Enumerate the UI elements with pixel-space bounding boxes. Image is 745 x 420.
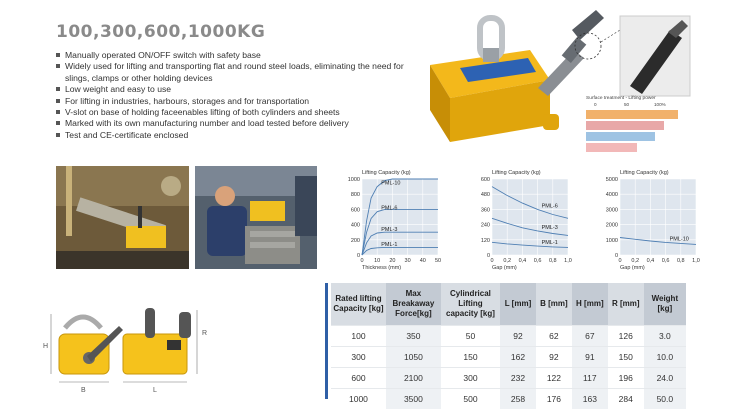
y-tick-label: 0 [356, 253, 360, 259]
table-cell: 300 [441, 367, 500, 388]
surface-treatment-chart [586, 96, 696, 166]
product-illustration [420, 10, 740, 170]
surface-tick: 100% [654, 102, 666, 107]
column-header: Max Breakaway Force[kg] [386, 283, 441, 325]
y-tick-label: 1000 [605, 237, 618, 244]
series-label: PML-6 [541, 203, 558, 210]
surface-tick: 0 [594, 102, 597, 107]
lifting-capacity-charts [330, 165, 730, 275]
y-tick-label: 200 [350, 237, 360, 244]
y-tick-label: 600 [480, 177, 490, 183]
surface-tick: 50 [624, 102, 630, 107]
x-tick-label: 40 [419, 258, 426, 264]
capacity-vs-gap-chart [460, 165, 590, 277]
table-cell: 67 [572, 325, 608, 346]
crane-lifting-photo [56, 166, 189, 269]
column-header: Cylindrical Lifting capacity [kg] [441, 283, 500, 325]
feature-item: Manually operated ON/OFF switch with safety base [56, 50, 416, 61]
x-tick-label: 50 [434, 258, 442, 264]
x-tick-label: 0 [360, 258, 364, 264]
x-tick-label: 1,0 [564, 258, 572, 264]
table-cell: 600 [331, 367, 386, 388]
table-cell: 258 [500, 388, 536, 409]
series-label: PML-1 [541, 240, 558, 247]
table-cell: 62 [536, 325, 572, 346]
chart-title: Lifting Capacity (kg) [620, 170, 669, 176]
table-cell: 50 [441, 325, 500, 346]
x-tick-label: 0,6 [533, 258, 542, 264]
table-cell: 284 [608, 388, 644, 409]
y-tick-label: 600 [350, 207, 360, 214]
x-tick-label: 0,4 [646, 258, 655, 264]
series-label: PML-1 [381, 241, 398, 248]
specifications-table [331, 283, 686, 409]
capacity-vs-thickness-chart [330, 165, 460, 277]
x-axis-title: Gap (mm) [620, 265, 645, 271]
x-tick-label: 30 [404, 258, 411, 264]
table-cell: 2100 [386, 367, 441, 388]
x-axis-title: Thickness (mm) [362, 265, 402, 271]
table-cell: 24.0 [644, 367, 686, 388]
series-label: PML-3 [381, 226, 398, 233]
dimension-h-label: H [43, 343, 49, 350]
table-cell: 126 [608, 325, 644, 346]
table-cell: 1000 [331, 388, 386, 409]
series-label: PML-3 [541, 224, 558, 231]
x-tick-label: 0 [618, 258, 622, 264]
x-tick-label: 0,8 [548, 258, 557, 264]
feature-list [56, 50, 416, 141]
column-header: L [mm] [500, 283, 536, 325]
feature-item: Marked with its own manufacturing number and load tested before delivery [56, 118, 416, 129]
x-tick-label: 0,6 [661, 258, 670, 264]
column-header: R [mm] [608, 283, 644, 325]
column-header: H [mm] [572, 283, 608, 325]
x-tick-label: 0,4 [518, 258, 527, 264]
y-tick-label: 4000 [605, 192, 618, 199]
series-label: PML-10 [669, 236, 689, 243]
table-cell: 10.0 [644, 346, 686, 367]
y-tick-label: 360 [480, 207, 490, 214]
table-accent-bar [325, 283, 328, 399]
y-tick-label: 120 [480, 237, 490, 244]
table-cell: 50.0 [644, 388, 686, 409]
plot-area [362, 179, 438, 255]
table-cell: 300 [331, 346, 386, 367]
y-tick-label: 5000 [605, 177, 618, 183]
table-row [331, 325, 686, 346]
chart-title: Lifting Capacity (kg) [362, 170, 411, 176]
table-cell: 3500 [386, 388, 441, 409]
feature-item: Low weight and easy to use [56, 84, 416, 95]
y-tick-label: 240 [480, 222, 490, 229]
y-tick-label: 800 [350, 192, 360, 199]
y-tick-label: 3000 [605, 207, 618, 214]
x-axis-title: Gap (mm) [492, 265, 517, 271]
x-tick-label: 20 [389, 258, 396, 264]
surface-treatment-title: Surface treatment - Lifting power [586, 96, 656, 101]
table-cell: 117 [572, 367, 608, 388]
workers-photo [195, 166, 317, 269]
dimension-b-label: B [81, 387, 86, 394]
table-cell: 176 [536, 388, 572, 409]
series-label: PML-6 [381, 205, 398, 212]
table-row [331, 346, 686, 367]
y-tick-label: 480 [480, 192, 490, 199]
y-tick-label: 0 [614, 253, 618, 259]
table-cell: 1050 [386, 346, 441, 367]
series-label: PML-10 [381, 180, 401, 187]
surface-treatment-bar [586, 132, 655, 141]
surface-treatment-bar [586, 121, 664, 130]
table-cell: 232 [500, 367, 536, 388]
surface-treatment-bar [586, 110, 678, 119]
x-tick-label: 0,8 [676, 258, 685, 264]
table-cell: 92 [536, 346, 572, 367]
chart-title: Lifting Capacity (kg) [492, 170, 541, 176]
table-header-row [331, 283, 686, 325]
table-row [331, 388, 686, 409]
feature-item: For lifting in industries, harbours, storages and for transportation [56, 96, 416, 107]
table-row [331, 367, 686, 388]
dimension-l-label: L [153, 387, 157, 394]
y-tick-label: 2000 [605, 222, 618, 229]
column-header: B [mm] [536, 283, 572, 325]
feature-item: Test and CE-certificate enclosed [56, 130, 416, 141]
table-cell: 163 [572, 388, 608, 409]
y-tick-label: 1000 [347, 177, 360, 183]
x-tick-label: 0,2 [631, 258, 640, 264]
table-cell: 162 [500, 346, 536, 367]
table-cell: 350 [386, 325, 441, 346]
dimension-drawing [45, 300, 315, 410]
table-cell: 150 [608, 346, 644, 367]
page-title: 100,300,600,1000KG [56, 22, 266, 42]
x-tick-label: 0,2 [503, 258, 512, 264]
column-header: Weight [kg] [644, 283, 686, 325]
column-header: Rated lifting Capacity [kg] [331, 283, 386, 325]
y-tick-label: 400 [350, 222, 360, 229]
dimension-r-label: R [202, 330, 208, 337]
capacity-vs-gap-chart-large [588, 165, 718, 277]
table-cell: 500 [441, 388, 500, 409]
table-cell: 91 [572, 346, 608, 367]
table-cell: 3.0 [644, 325, 686, 346]
feature-item: V-slot on base of holding faceenables lifting of both cylinders and sheets [56, 107, 416, 118]
y-tick-label: 0 [486, 253, 490, 259]
feature-item: Widely used for lifting and transporting flat and round steel loads, eliminating the need for slings, clamps or other holding devices [56, 61, 416, 84]
table-cell: 92 [500, 325, 536, 346]
surface-treatment-bar [586, 143, 637, 152]
x-tick-label: 10 [374, 258, 381, 264]
table-cell: 100 [331, 325, 386, 346]
table-cell: 196 [608, 367, 644, 388]
table-cell: 150 [441, 346, 500, 367]
x-tick-label: 1,0 [692, 258, 700, 264]
table-cell: 122 [536, 367, 572, 388]
x-tick-label: 0 [490, 258, 494, 264]
